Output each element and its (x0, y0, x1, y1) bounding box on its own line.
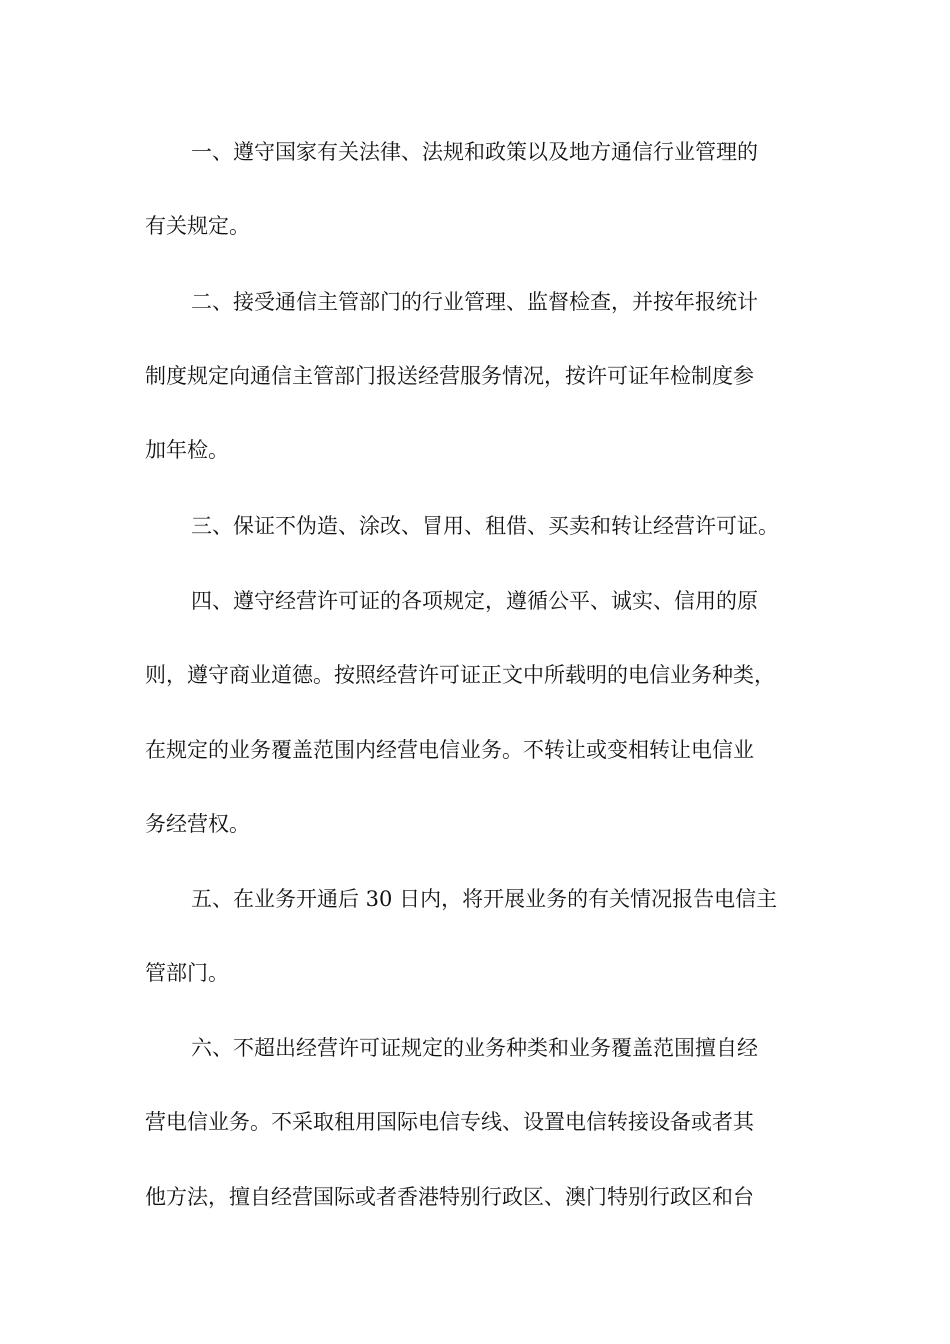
paragraph-2-line-1 (0, 282, 950, 322)
paragraph-4-line-1 (0, 581, 950, 621)
paragraph-6-line-1 (0, 1028, 950, 1068)
paragraph-2-line-2 (0, 356, 950, 396)
text-line: 四、遵守经营许可证的各项规定，遵循公平、诚实、信用的原 (191, 589, 758, 613)
paragraph-5-line-1 (0, 879, 950, 919)
text-line: 在规定的业务覆盖范围内经营电信业务。不转让或变相转让电信业 (145, 738, 754, 762)
paragraph-3-line-1 (0, 506, 950, 546)
paragraph-2-line-3 (0, 430, 950, 470)
paragraph-6-line-2 (0, 1102, 950, 1142)
paragraph-4-line-2 (0, 655, 950, 695)
text-line: 六、不超出经营许可证规定的业务种类和业务覆盖范围擅自经 (191, 1036, 758, 1060)
text-line: 则，遵守商业道德。按照经营许可证正文中所载明的电信业务种类， (145, 663, 775, 687)
paragraph-5-line-2 (0, 953, 950, 993)
text-line: 管部门。 (145, 961, 229, 985)
text-line: 他方法，擅自经营国际或者香港特别行政区、澳门特别行政区和台 (145, 1185, 754, 1209)
text-line: 二、接受通信主管部门的行业管理、监督检查，并按年报统计 (191, 290, 758, 314)
text-line: 制度规定向通信主管部门报送经营服务情况，按许可证年检制度参 (145, 364, 754, 388)
text-line: 加年检。 (145, 438, 229, 462)
text-line: 营电信业务。不采取租用国际电信专线、设置电信转接设备或者其 (145, 1110, 754, 1134)
paragraph-4-line-3 (0, 730, 950, 770)
paragraph-4-line-4 (0, 804, 950, 844)
paragraph-1-line-1 (0, 132, 950, 172)
text-line: 有关规定。 (145, 214, 250, 238)
paragraph-1-line-2 (0, 206, 950, 246)
paragraph-6-line-3 (0, 1177, 950, 1217)
text-line: 三、保证不伪造、涂改、冒用、租借、买卖和转让经营许可证。 (191, 514, 779, 538)
text-line: 务经营权。 (145, 812, 250, 836)
text-line: 五、在业务开通后 30 日内，将开展业务的有关情况报告电信主 (191, 887, 778, 911)
text-line: 一、遵守国家有关法律、法规和政策以及地方通信行业管理的 (191, 140, 758, 164)
